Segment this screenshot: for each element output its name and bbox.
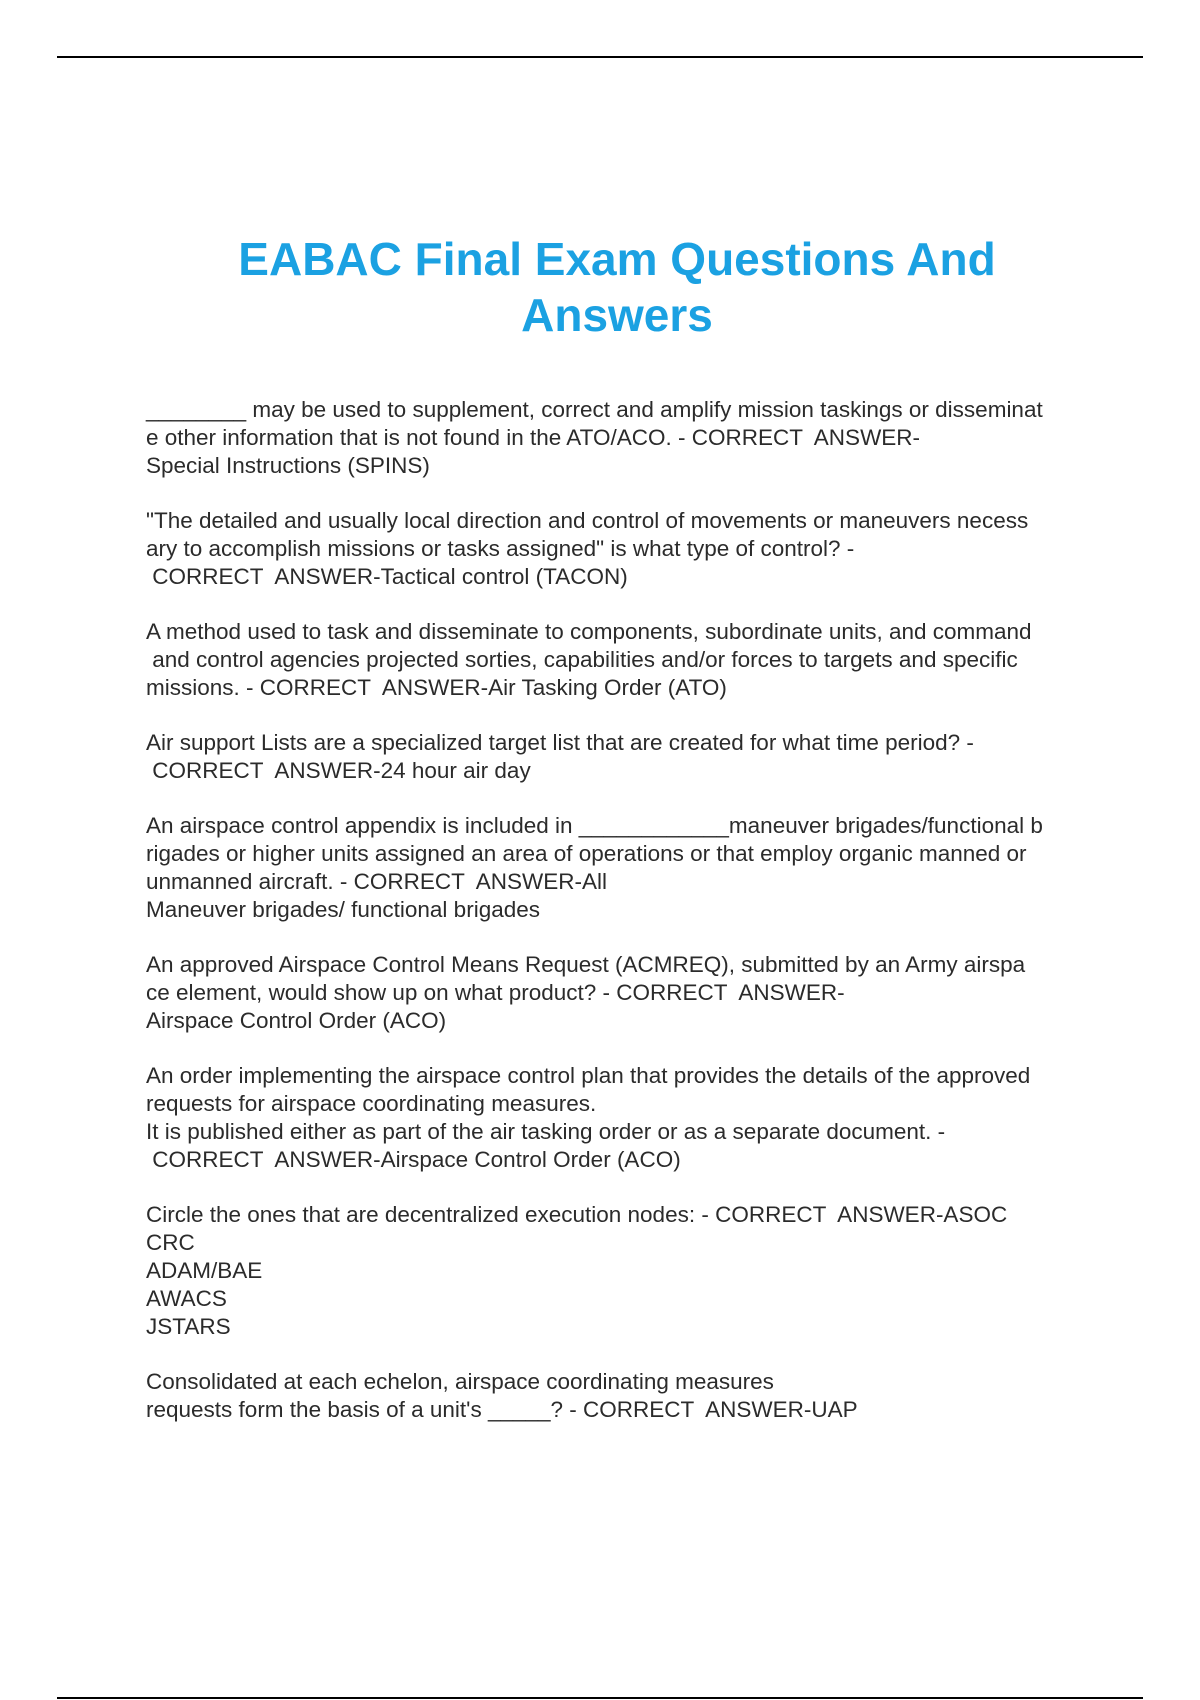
qa-item — [146, 951, 1096, 1035]
qa-item — [146, 812, 1096, 924]
qa-line: Maneuver brigades/ functional brigades — [146, 897, 540, 922]
qa-line: CORRECT ANSWER-24 hour air day — [146, 758, 531, 783]
qa-line: missions. - CORRECT ANSWER-Air Tasking Order (ATO) — [146, 675, 727, 700]
qa-list — [146, 396, 1096, 1451]
qa-line: AWACS — [146, 1286, 227, 1311]
qa-line: JSTARS — [146, 1314, 231, 1339]
qa-line: Air support Lists are a specialized target list that are created for what time period? - — [146, 730, 974, 755]
qa-line: An airspace control appendix is included in ____________maneuver brigades/functional b — [146, 813, 1043, 838]
qa-line: requests for airspace coordinating measures. — [146, 1091, 597, 1116]
footer-rule — [57, 1697, 1143, 1699]
document-title-line-2: Answers — [521, 288, 713, 341]
qa-line: and control agencies projected sorties, capabilities and/or forces to targets and specific — [146, 647, 1018, 672]
qa-item — [146, 1201, 1096, 1341]
header-rule — [57, 56, 1143, 58]
qa-line: Consolidated at each echelon, airspace coordinating measures — [146, 1369, 774, 1394]
qa-line: Circle the ones that are decentralized execution nodes: - CORRECT ANSWER-ASOC — [146, 1202, 1008, 1227]
document-title — [0, 231, 1200, 343]
qa-line: CORRECT ANSWER-Airspace Control Order (ACO) — [146, 1147, 681, 1172]
qa-line: An approved Airspace Control Means Request (ACMREQ), submitted by an Army airspa — [146, 952, 1026, 977]
qa-line: Special Instructions (SPINS) — [146, 453, 430, 478]
qa-line: ________ may be used to supplement, correct and amplify mission taskings or disseminat — [146, 397, 1043, 422]
qa-item — [146, 1368, 1096, 1424]
qa-line: requests form the basis of a unit's _____? - CORRECT ANSWER-UAP — [146, 1397, 858, 1422]
qa-item — [146, 729, 1096, 785]
qa-line: A method used to task and disseminate to components, subordinate units, and command — [146, 619, 1032, 644]
qa-line: ce element, would show up on what product? - CORRECT ANSWER- — [146, 980, 845, 1005]
qa-line: "The detailed and usually local direction and control of movements or maneuvers necess — [146, 508, 1029, 533]
qa-line: unmanned aircraft. - CORRECT ANSWER-All — [146, 869, 607, 894]
qa-item — [146, 618, 1096, 702]
document-title-line-1: EABAC Final Exam Questions And — [238, 232, 996, 285]
qa-item — [146, 396, 1096, 480]
qa-line: It is published either as part of the air tasking order or as a separate document. - — [146, 1119, 946, 1144]
qa-line: Airspace Control Order (ACO) — [146, 1008, 447, 1033]
qa-item — [146, 507, 1096, 591]
qa-line: ADAM/BAE — [146, 1258, 263, 1283]
qa-line: e other information that is not found in the ATO/ACO. - CORRECT ANSWER- — [146, 425, 921, 450]
qa-line: ary to accomplish missions or tasks assigned" is what type of control? - — [146, 536, 855, 561]
qa-item — [146, 1062, 1096, 1174]
qa-line: CORRECT ANSWER-Tactical control (TACON) — [146, 564, 628, 589]
qa-line: An order implementing the airspace control plan that provides the details of the approved — [146, 1063, 1031, 1088]
qa-line: CRC — [146, 1230, 195, 1255]
qa-line: rigades or higher units assigned an area of operations or that employ organic manned or — [146, 841, 1027, 866]
